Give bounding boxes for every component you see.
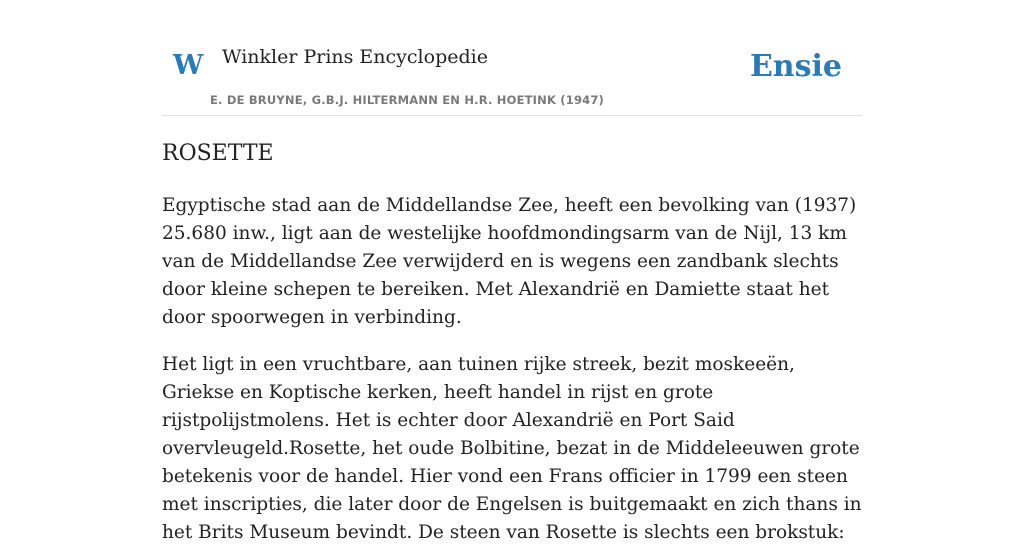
ensie-logo[interactable]: Ensie: [749, 49, 842, 84]
entry-paragraph: Het ligt in een vruchtbare, aan tuinen rijke streek, bezit moskeeën, Griekse en Koptische kerken, heeft handel in rijst en grote rijstpolijstmolens. Het is echter door Alexandrië en Port Said overvleugeld.Rosette, het oude Bolbitine, bezat in de Middeleeuwen grote betekenis voor de handel. Hier vond een Frans officier in 1799 een steen met inscripties, die later door de Engelsen is buitgemaakt en zich thans in het Brits Museum bevindt. De steen van Rosette is slechts een brokstuk:: [162, 354, 862, 543]
book-title-link[interactable]: Winkler Prins Encyclopedie: [222, 46, 488, 68]
content-container: [162, 0, 862, 543]
book-logo[interactable]: W: [173, 50, 204, 81]
book-authors: E. DE BRUYNE, G.B.J. HILTERMANN EN H.R. HOETINK (1947): [210, 93, 605, 107]
site-header: [162, 0, 862, 116]
entry-title: ROSETTE: [162, 141, 274, 166]
entry-paragraph: Egyptische stad aan de Middellandse Zee, heeft een bevolking van (1937) 25.680 inw., ligt aan de westelijke hoofdmondingsarm van de Nijl, 13 km van de Middellandse Zee verwijderd en is wegens een zandbank slechts door kleine schepen te bereiken. Met Alexandrië en Damiette staat het door spoorwegen in verbinding.: [162, 195, 857, 328]
